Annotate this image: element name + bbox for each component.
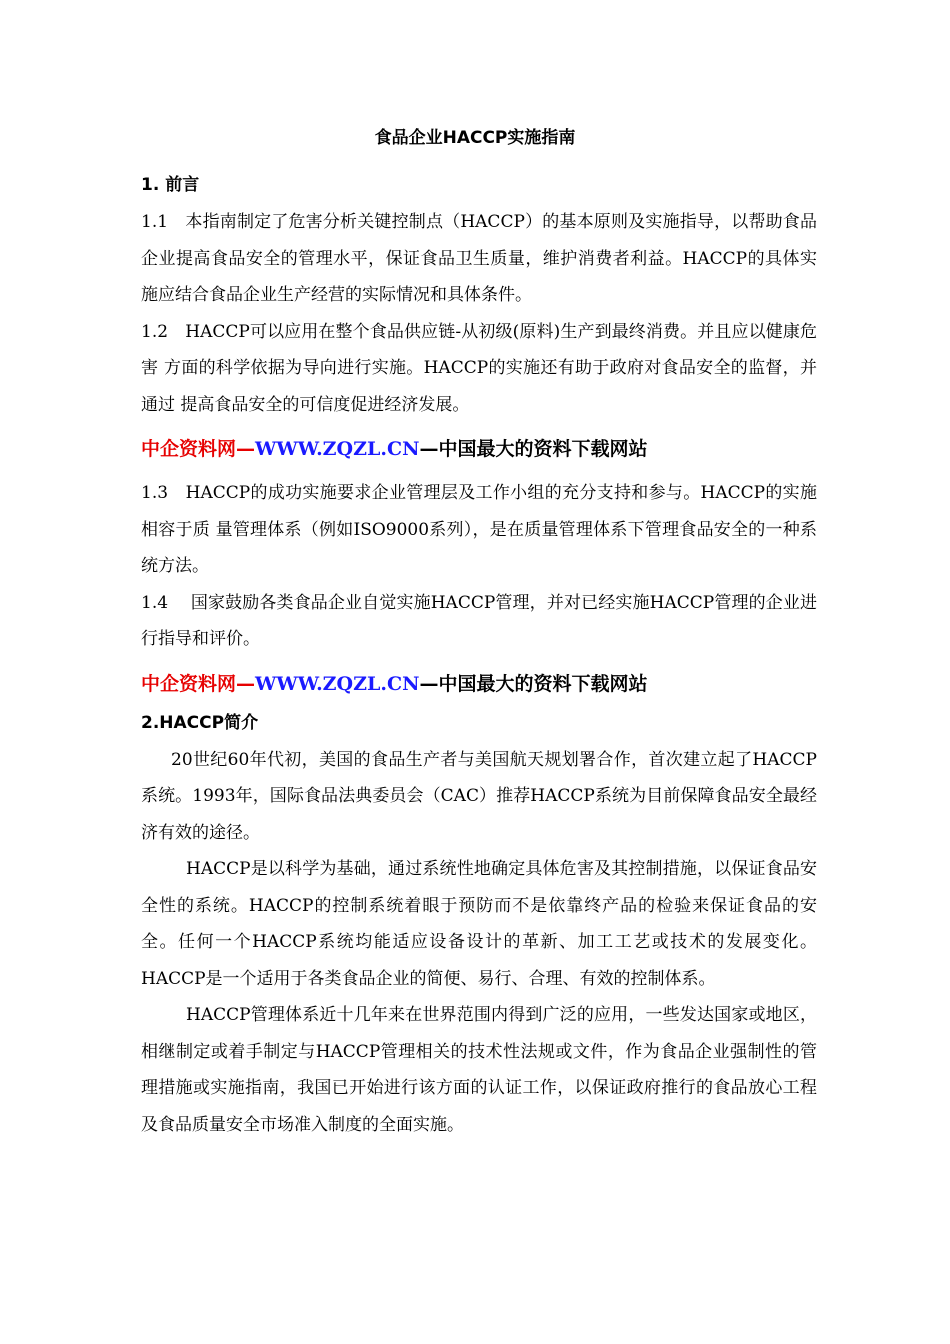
watermark-url: WWW.ZQZL.CN	[255, 672, 420, 695]
section-1-heading: 1. 前言	[141, 175, 200, 195]
watermark-tagline: —中国最大的资料下载网站	[419, 672, 648, 695]
watermark-banner-1	[141, 435, 817, 463]
watermark-tagline: —中国最大的资料下载网站	[419, 438, 648, 460]
paragraph-1-3: 1.3 HACCP的成功实施要求企业管理层及工作小组的充分支持和参与。HACCP的实施相容于质 量管理体系（例如ISO9000系列），是在质量管理体系下管理食品安全的一种系统方法。	[141, 483, 817, 576]
watermark-url: WWW.ZQZL.CN	[255, 438, 420, 460]
paragraph-1-1: 1.1 本指南制定了危害分析关键控制点（HACCP）的基本原则及实施指导，以帮助食品企业提高食品安全的管理水平，保证食品卫生质量，维护消费者利益。HACCP的具体实施应结合食品企业生产经营的实际情况和具体条件。	[141, 212, 817, 305]
paragraph-2-3: HACCP管理体系近十几年来在世界范围内得到广泛的应用，一些发达国家或地区，相继制定或着手制定与HACCP管理相关的技术性法规或文件，作为食品企业强制性的管理措施或实施指南，我国已开始进行该方面的认证工作，以保证政府推行的食品放心工程及食品质量安全市场准入制度的全面实施。	[141, 1005, 817, 1135]
paragraph-2-1: 20世纪60年代初，美国的食品生产者与美国航天规划署合作，首次建立起了HACCP系统。1993年，国际食品法典委员会（CAC）推荐HACCP系统为目前保障食品安全最经济有效的途径。	[141, 749, 817, 843]
document-body	[141, 172, 817, 1143]
document-title: 食品企业HACCP实施指南	[374, 128, 576, 148]
paragraph-1-2: 1.2 HACCP可以应用在整个食品供应链-从初级(原料)生产到最终消费。并且应以健康危害 方面的科学依据为导向进行实施。HACCP的实施还有助于政府对食品安全的监督，并通过 提高食品安全的可信度促进经济发展。	[141, 321, 817, 415]
section-2-heading: 2.HACCP简介	[141, 712, 259, 733]
paragraph-2-2: HACCP是以科学为基础，通过系统性地确定具体危害及其控制措施，以保证食品安全性的系统。HACCP的控制系统着眼于预防而不是依靠终产品的检验来保证食品的安全。任何一个HACCP系统均能适应设备设计的革新、加工工艺或技术的发展变化。HACCP是一个适用于各类食品企业的简便、易行、合理、有效的控制体系。	[141, 859, 817, 989]
watermark-banner-2	[141, 670, 817, 698]
watermark-site-name: 中企资料网—	[141, 438, 256, 460]
watermark-site-name: 中企资料网—	[141, 672, 256, 695]
paragraph-1-4: 1.4 国家鼓励各类食品企业自觉实施HACCP管理，并对已经实施HACCP管理的企业进行指导和评价。	[141, 592, 817, 649]
